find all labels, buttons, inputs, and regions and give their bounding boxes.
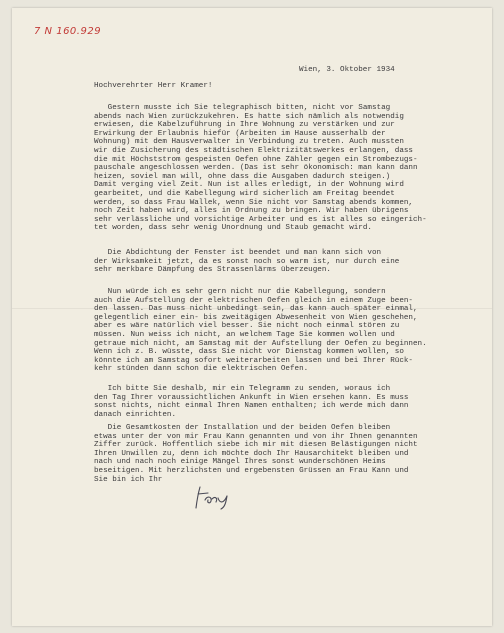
handwritten-signature (194, 484, 234, 510)
paragraph-2: Die Abdichtung der Fenster ist beendet und man kann sich von der Wirksamkeit jetzt, da es sonst noch so warm ist, nur durch eine sehr merkbare Dämpfung des Strassenlärms überzeugen. (94, 249, 400, 275)
letter-date: Wien, 3. Oktober 1934 (299, 66, 395, 74)
paragraph-5: Die Gesamtkosten der Installation und der beiden Oefen bleiben etwas unter der von mir Frau Kann genannten und von ihr Ihnen genannten Ziffer zurück. Hoffentlich siebe ich mir mit diesen Belästigungen nicht Ihren Unwillen zu, denn ich möchte doch Ihr Hausarchitekt bleiben und nach und nach noch einige Mängel Ihres sonst wunderschönen Heims beseitigen. Mit herzlichsten und ergebensten Grüssen an Frau Kann und Sie bin ich Ihr (94, 424, 418, 484)
letter-body (94, 8, 464, 484)
paragraph-3: Nun würde ich es sehr gern nicht nur die Kabellegung, sondern auch die Aufstellung der elektrischen Oefen gleich in einem Zuge been- den lassen. Das muss nicht unbedingt sein, das kann auch später einmal, gelegentlich einer ein- bis zweitägigen Abwesenheit von Wien geschehen, aber es wäre natürlich viel besser. Sie nicht noch einmal stören zu müssen. Nun weiss ich nicht, an welchem Tage Sie kommen wollen und getraue mich nicht, am Samstag mit der Aufstellung der Oefen zu beginnen. Wenn ich z. B. wüsste, dass Sie nicht vor Dienstag kommen wollen, so könnte ich am Samstag sofort weiterarbeiten lassen und bei Ihrer Rück- kehr stünden dann schon die elektrischen Oefen. (94, 288, 427, 374)
letter-page (12, 8, 492, 626)
archive-number: 7 N 160.929 (34, 26, 102, 37)
salutation: Hochverehrter Herr Kramer! (94, 82, 213, 90)
paragraph-1: Gestern musste ich Sie telegraphisch bitten, nicht vor Samstag abends nach Wien zurückzukehren. Es hatte sich nämlich als notwendig erwiesen, die Kabelzuführung in Ihre Wohnung zu verstärken und zur Erwirkung der Erlaubnis hiefür (Arbeiten im Hause ausserhalb der Wohnung) mit dem Hausverwalter in Verbindung zu treten. Auch mussten wir die Zusicherung des städtischen Elektrizitätswerkes erlangen, dass die mit Höchststrom gespeisten Oefen ohne Zähler gegen ein Strombezugs- pauschale angeschlossen werden. (Das ist sehr ökonomisch: man kann dann heizen, soviel man will, ohne dass die Ausgaben dadurch steigen.) Damit verging viel Zeit. Nun ist alles erledigt, in der Wohnung wird gearbeitet, und die Kabellegung wird sicherlich am Freitag beendet werden, so dass Frau Wallek, wenn Sie nicht vor Samstag abends kommen, noch Zeit haben wird, alles in Ordnung zu bringen. Wir haben übrigens sehr verlässliche und vorsichtige Arbeiter und es ist alles so eingerich- tet worden, dass sehr wenig Unordnung und Staub gemacht wird. (94, 104, 427, 233)
paragraph-4: Ich bitte Sie deshalb, mir ein Telegramm zu senden, woraus ich den Tag Ihrer voraussichtlichen Ankunft in Wien ersehen kann. Es muss sonst nichts, nicht einmal Ihren Namen enthalten; ich werde mich dann danach einrichten. (94, 385, 409, 419)
